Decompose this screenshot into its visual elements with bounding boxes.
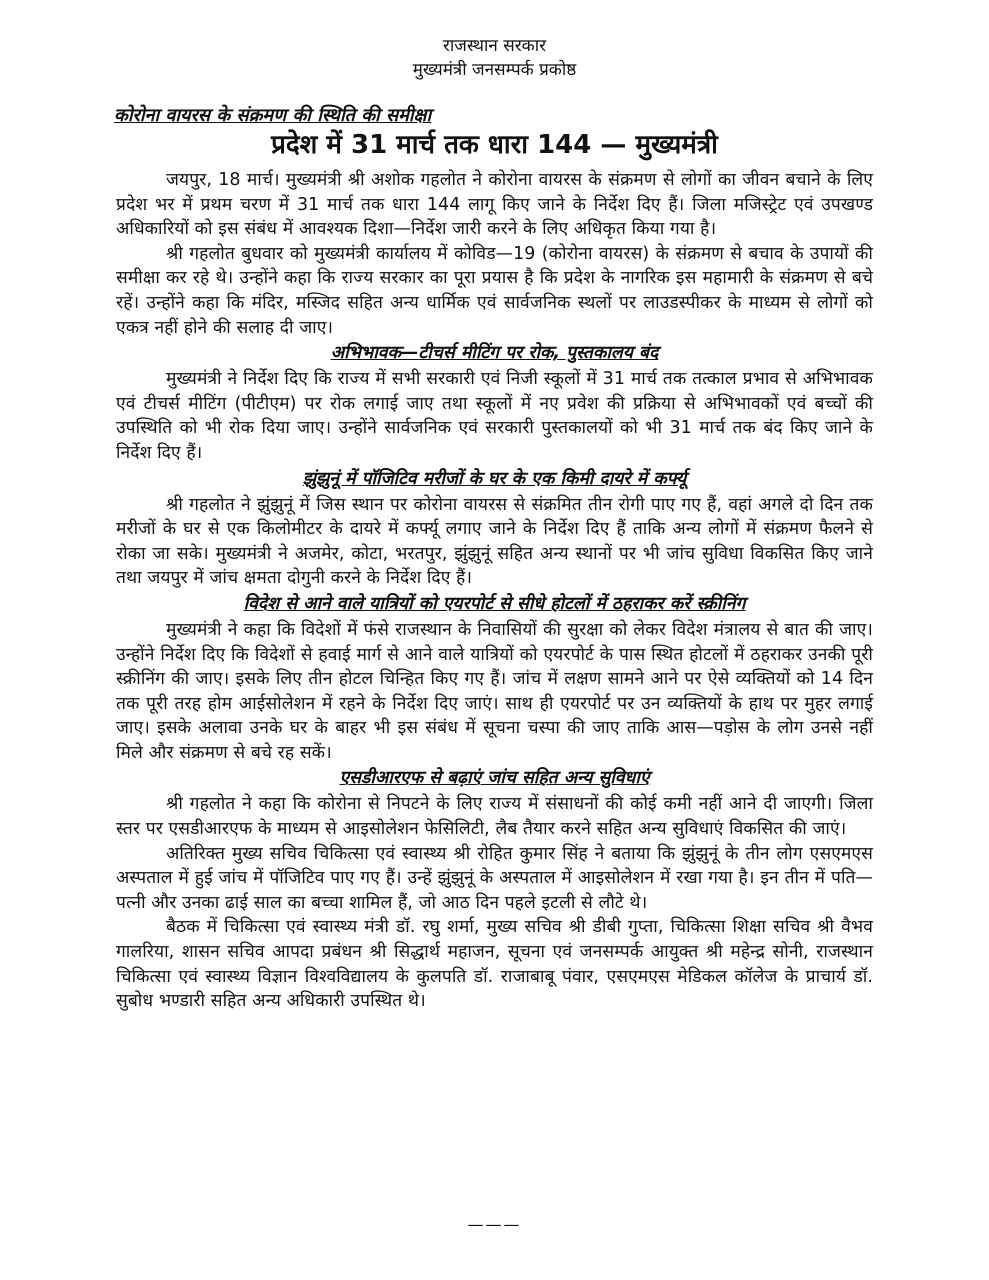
paragraph-1: जयपुर, 18 मार्च। मुख्यमंत्री श्री अशोक गहलोत ने कोरोना वायरस के संक्रमण से लोगों का जीवन बचाने के लिए प्रदेश भर में प्रथम चरण में 31 मार्च तक धारा 144 लागू किए जाने के निर्देश दिए हैं। जिला मजिस्ट्रेट एवं उपखण्ड अधिकारियों को इस संबंध में आवश्यक दिशा—निर्देश जारी करने के लिए अधिकृत किया गया है। bbox=[116, 170, 873, 240]
letterhead bbox=[0, 34, 989, 82]
paragraph-2: श्री गहलोत बुधवार को मुख्यमंत्री कार्यालय में कोविड—19 (कोरोना वायरस) के संक्रमण से बचाव के उपायों की समीक्षा कर रहे थे। उन्होंने कहा कि राज्य सरकार का पूरा प्रयास है कि प्रदेश के नागरिक इस महामारी के संक्रमण से बचे रहें। उन्होंने कहा कि मंदिर, मस्जिद सहित अन्य धार्मिक एवं सार्वजनिक स्थलों पर लाउडस्पीकर के माध्यम से लोगों को एकत्र नहीं होने की सलाह दी जाए। bbox=[116, 243, 873, 338]
subheading-sdrf: एसडीआरएफ से बढ़ाएं जांच सहित अन्य सुविधाएं bbox=[339, 768, 650, 789]
page-title: प्रदेश में 31 मार्च तक धारा 144 — मुख्यमंत्री bbox=[271, 130, 718, 160]
paragraph-3: मुख्यमंत्री ने निर्देश दिए कि राज्य में सभी सरकारी एवं निजी स्कूलों में 31 मार्च तक तत्काल प्रभाव से अभिभावक एवं टीचर्स मीटिंग (पीटीएम) पर रोक लगाई जाए तथा स्कूलों में नए प्रवेश की प्रक्रिया से अभिभावकों एवं बच्चों की उपस्थिति को भी रोक दिया जाए। उन्होंने सार्वजनिक एवं सरकारी पुस्तकालयों को भी 31 मार्च तक बंद किए जाने के निर्देश दिए हैं। bbox=[116, 369, 873, 463]
letterhead-office: मुख्यमंत्री जनसम्पर्क प्रकोष्ठ bbox=[412, 60, 577, 80]
end-mark: ——— bbox=[467, 1215, 522, 1234]
kicker-heading: कोरोना वायरस के संक्रमण की स्थिति की समीक्षा bbox=[114, 105, 432, 126]
subheading-airport-screening: विदेश से आने वाले यात्रियों को एयरपोर्ट से सीधे होटलों में ठहराकर करें स्क्रीनिंग bbox=[243, 593, 746, 614]
paragraph-5: मुख्यमंत्री ने कहा कि विदेशों में फंसे राजस्थान के निवासियों की सुरक्षा को लेकर विदेश मंत्रालय से बात की जाए। उन्होंने निर्देश दिए कि विदेशों से हवाई मार्ग से आने वाले यात्रियों को एयरपोर्ट के पास स्थित होटलों में ठहराकर उनकी पूरी स्क्रीनिंग की जाए। इसके लिए तीन होटल चिन्हित किए गए हैं। जांच में लक्षण सामने आने पर ऐसे व्यक्तियों को 14 दिन तक पूरी तरह होम आईसोलेशन में रहने के निर्देश दिए जाएं। साथ ही एयरपोर्ट पर उन व्यक्तियों के हाथ पर मुहर लगाई जाए। इसके अलावा उनके घर के बाहर भी इस संबंध में सूचना चस्पा की जाए ताकि आस—पड़ोस के लोग उनसे नहीं मिले और संक्रमण से बचे रह सकें। bbox=[116, 619, 873, 763]
paragraph-7: अतिरिक्त मुख्य सचिव चिकित्सा एवं स्वास्थ्य श्री रोहित कुमार सिंह ने बताया कि झुंझुनूं के तीन लोग एसएमएस अस्पताल में हुई जांच में पॉजिटिव पाए गए हैं। उन्हें झुंझुनूं के अस्पताल में आइसोलेशन में रखा गया है। इन तीन में पति—पत्नी और उनका ढाई साल का बच्चा शामिल हैं, जो आठ दिन पहले इटली से लौटे थे। bbox=[116, 843, 873, 913]
article-body bbox=[116, 168, 873, 1014]
paragraph-6: श्री गहलोत ने कहा कि कोरोना से निपटने के लिए राज्य में संसाधनों की कोई कमी नहीं आने दी जाएगी। जिला स्तर पर एसडीआरएफ के माध्यम से आइसोलेशन फेसिलिटी, लैब तैयार करने सहित अन्य सुविधाएं विकसित की जाएं। bbox=[116, 794, 873, 840]
paragraph-4: श्री गहलोत ने झुंझुनूं में जिस स्थान पर कोरोना वायरस से संक्रमित तीन रोगी पाए गए हैं, वहां अगले दो दिन तक मरीजों के घर से एक किलोमीटर के दायरे में कर्फ्यू लगाए जाने के निर्देश दिए हैं ताकि अन्य लोगों में संक्रमण फैलने से रोका जा सके। मुख्यमंत्री ने अजमेर, कोटा, भरतपुर, झुंझुनूं सहित अन्य स्थानों पर भी जांच सुविधा विकसित किए जाने तथा जयपुर में जांच क्षमता दोगुनी करने के निर्देश दिए हैं। bbox=[116, 494, 873, 589]
letterhead-government: राजस्थान सरकार bbox=[442, 36, 547, 56]
paragraph-8: बैठक में चिकित्सा एवं स्वास्थ्य मंत्री डॉ. रघु शर्मा, मुख्य सचिव श्री डीबी गुप्ता, चिकित्सा शिक्षा सचिव श्री वैभव गालरिया, शासन सचिव आपदा प्रबंधन श्री सिद्धार्थ महाजन, सूचना एवं जनसम्पर्क आयुक्त श्री महेन्द्र सोनी, राजस्थान चिकित्सा एवं स्वास्थ्य विज्ञान विश्वविद्यालय के कुलपति डॉ. राजाबाबू पंवार, एसएमएस मेडिकल कॉलेज के प्राचार्य डॉ. सुबोध भण्डारी सहित अन्य अधिकारी उपस्थित थे। bbox=[116, 917, 873, 1012]
subheading-curfew: झुंझुनूं में पॉजिटिव मरीजों के घर के एक किमी दायरे में कर्फ्यू bbox=[302, 468, 687, 489]
subheading-ptm-library: अभिभावक—टीचर्स मीटिंग पर रोक, पुस्तकालय बंद bbox=[330, 343, 659, 364]
